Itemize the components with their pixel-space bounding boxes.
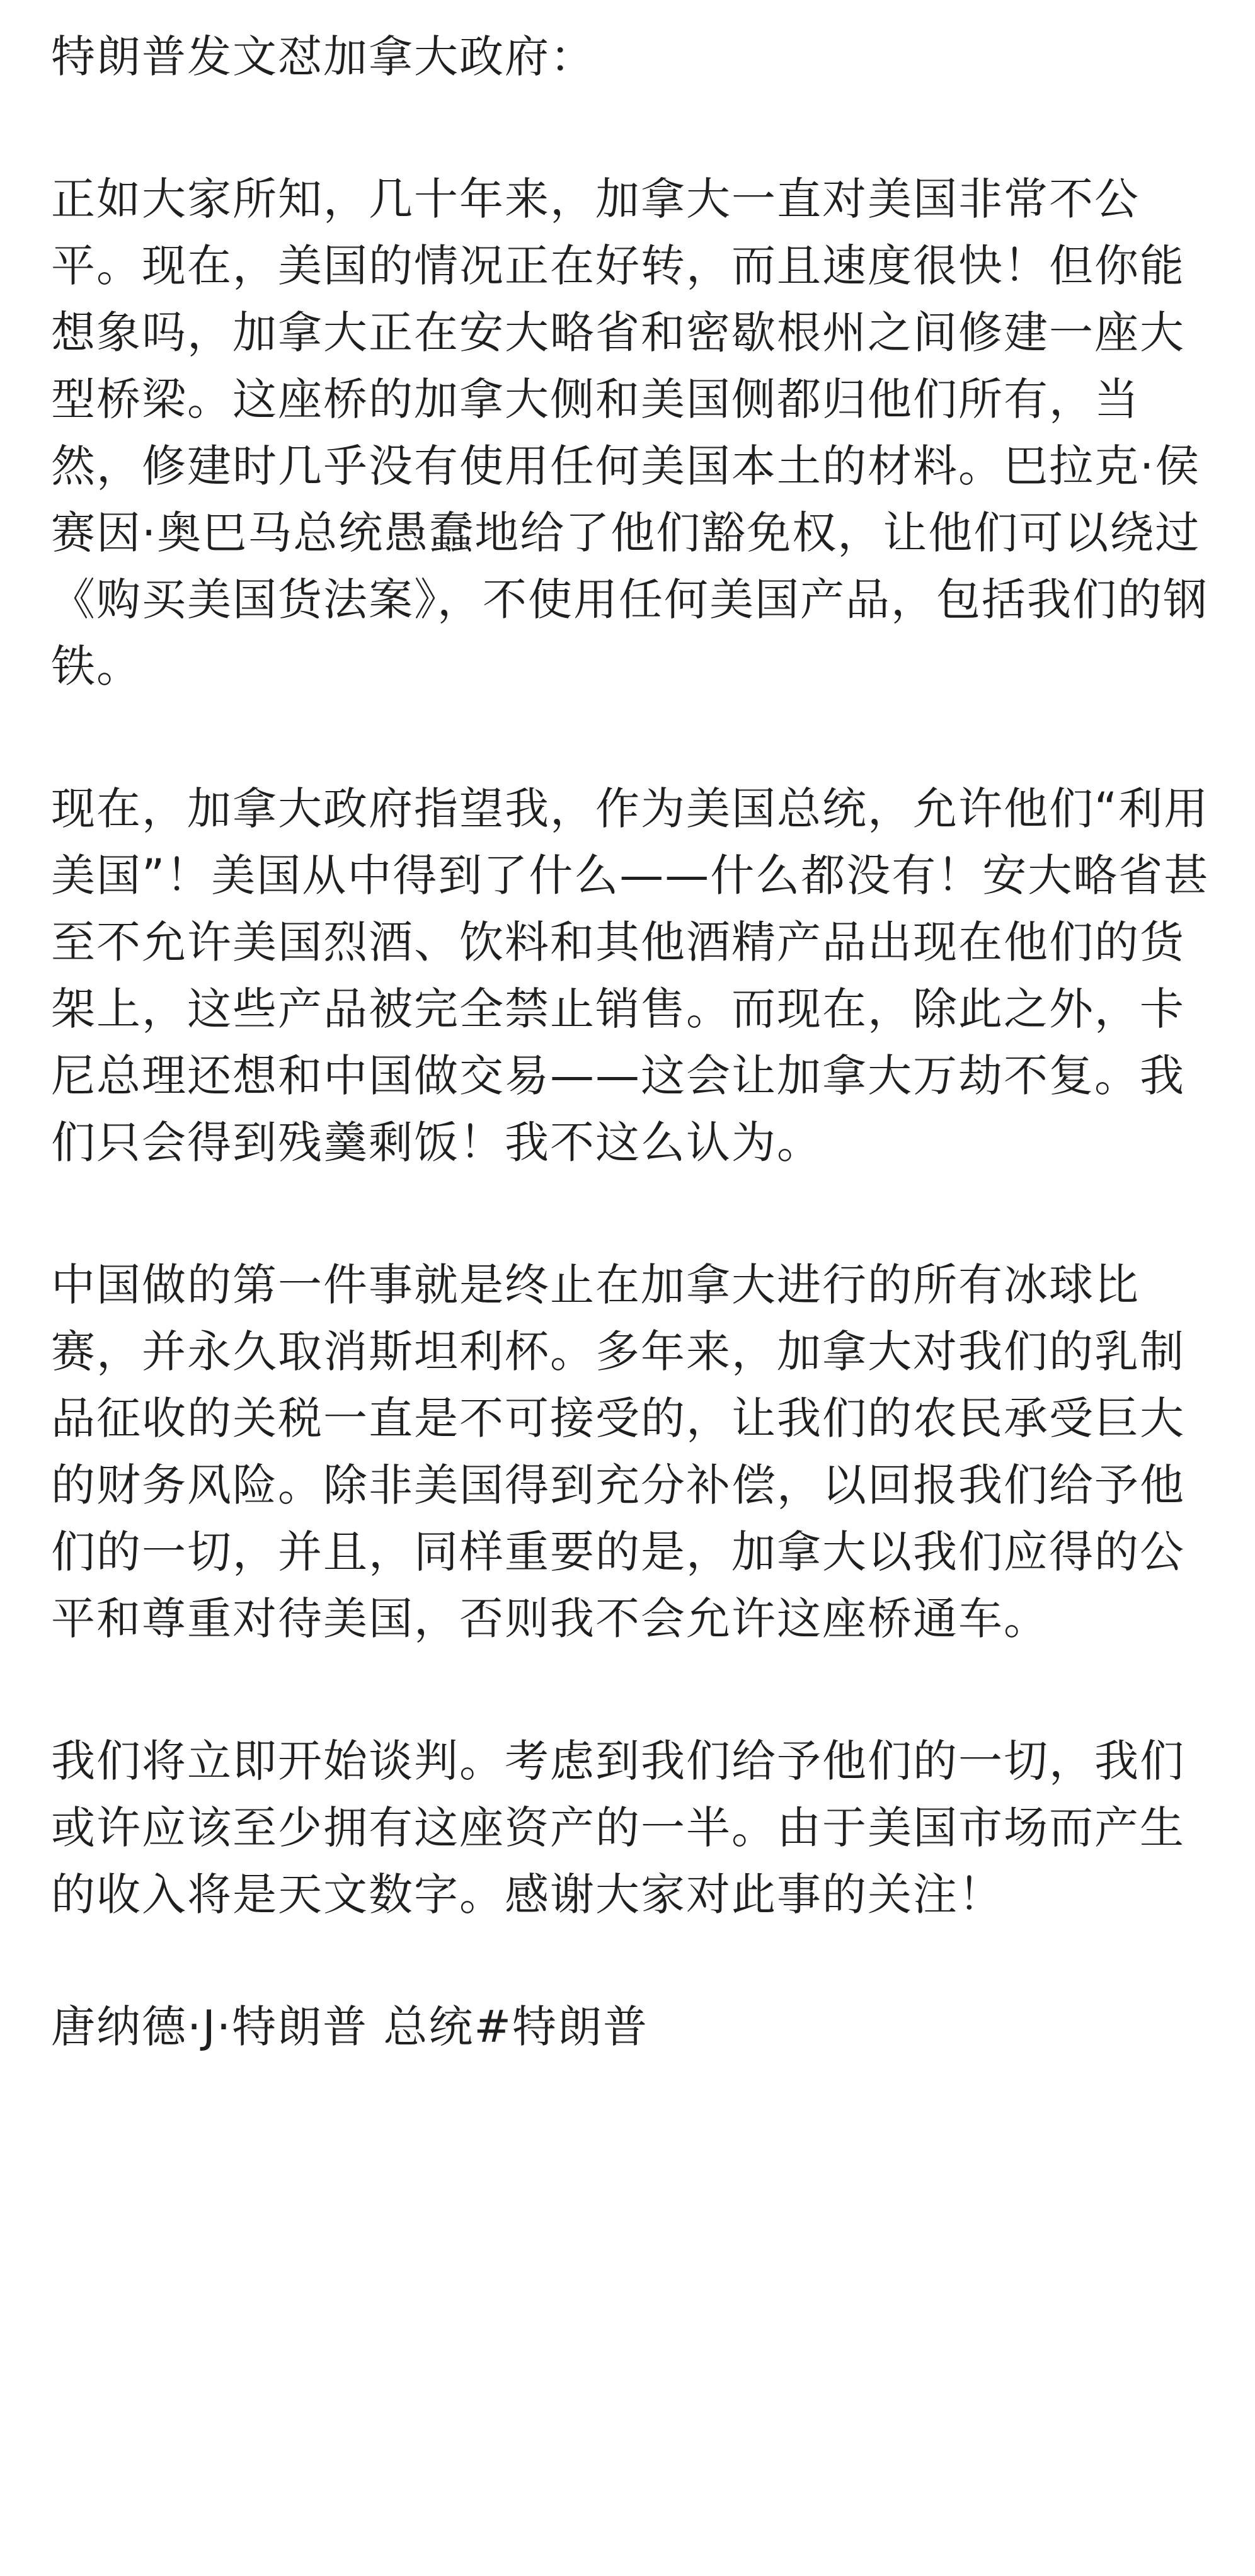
paragraph-gap bbox=[51, 1176, 1225, 1251]
paragraph-gap bbox=[51, 90, 1225, 166]
post-title: 特朗普发文怼加拿大政府： bbox=[51, 31, 595, 83]
paragraph-4: 我们将立即开始谈判。考虑到我们给予他们的一切，我们或许应该至少拥有这座资产的一半。由于美国市场而产生的收入将是天文数字。感谢大家对此事的关注！ bbox=[51, 1735, 1185, 1920]
paragraph-1: 正如大家所知，几十年来，加拿大一直对美国非常不公平。现在，美国的情况正在好转，而且速度很快！但你能想象吗，加拿大正在安大略省和密歇根州之间修建一座大型桥梁。这座桥的加拿大侧和美国侧都归他们所有，当然，修建时几乎没有使用任何美国本土的材料。巴拉克·侯赛因·奥巴马总统愚蠢地给了他们豁免权，让他们可以绕过《购买美国货法案》，不使用任何美国产品，包括我们的钢铁。 bbox=[51, 173, 1208, 692]
paragraph-2: 现在，加拿大政府指望我，作为美国总统，允许他们“利用美国”！美国从中得到了什么——什么都没有！安大略省甚至不允许美国烈酒、饮料和其他酒精产品出现在他们的货架上，这些产品被完全禁止销售。而现在，除此之外，卡尼总理还想和中国做交易——这会让加拿大万劫不复。我们只会得到残羹剩饭！我不这么认为。 bbox=[51, 783, 1210, 1168]
signature-line: 唐纳德·J·特朗普 总统#特朗普 bbox=[51, 2001, 649, 2053]
paragraph-3: 中国做的第一件事就是终止在加拿大进行的所有冰球比赛，并永久取消斯坦利杯。多年来，加拿大对我们的乳制品征收的关税一直是不可接受的，让我们的农民承受巨大的财务风险。除非美国得到充分补偿，以回报我们给予他们的一切，并且，同样重要的是，加拿大以我们应得的公平和尊重对待美国，否则我不会允许这座桥通车。 bbox=[51, 1259, 1185, 1644]
paragraph-gap bbox=[51, 700, 1225, 775]
paragraph-gap bbox=[51, 1652, 1225, 1728]
paragraph-gap bbox=[51, 1928, 1225, 1993]
